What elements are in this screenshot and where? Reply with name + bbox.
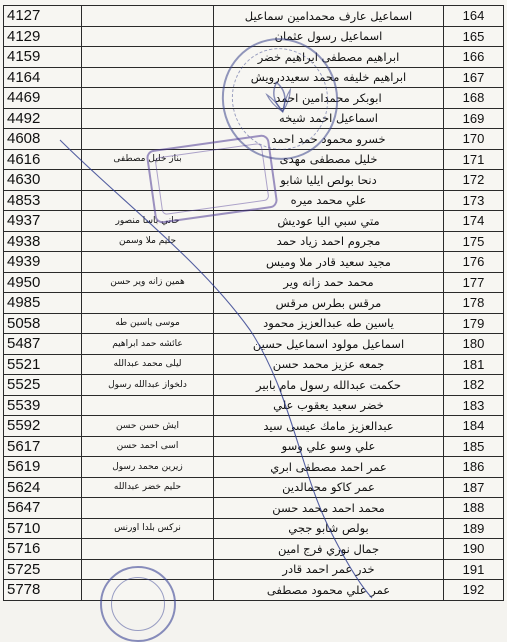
roster-body (4, 6, 504, 601)
table-row (4, 477, 504, 498)
beneficiary-note-cell: حاني باسا منصور (82, 211, 214, 232)
member-number-cell: 4492 (4, 108, 82, 129)
beneficiary-note-cell: عائشه حمد ابراهيم (82, 334, 214, 355)
beneficiary-note-cell (82, 252, 214, 273)
table-row (4, 580, 504, 601)
sequence-number-cell: 183 (444, 395, 504, 416)
sequence-number-cell: 187 (444, 477, 504, 498)
sequence-number-cell: 181 (444, 354, 504, 375)
table-row (4, 395, 504, 416)
sequence-number-cell: 164 (444, 6, 504, 27)
member-name-cell: علي محمد ميره (214, 190, 444, 211)
member-number-cell: 5710 (4, 518, 82, 539)
member-number-cell: 5716 (4, 539, 82, 560)
sequence-number-cell: 166 (444, 47, 504, 68)
beneficiary-note-cell (82, 539, 214, 560)
sequence-number-cell: 186 (444, 457, 504, 478)
sequence-number-cell: 178 (444, 293, 504, 314)
member-name-cell: متي سبي اليا عوديش (214, 211, 444, 232)
member-name-cell: علي وسو علي وسو (214, 436, 444, 457)
member-number-cell: 4937 (4, 211, 82, 232)
member-name-cell: جمال نوري فرج امين (214, 539, 444, 560)
member-name-cell: ابراهيم مصطفى ابراهيم خضر (214, 47, 444, 68)
member-name-cell: عمر علي محمود مصطفى (214, 580, 444, 601)
member-name-cell: دنحا بولص ايليا شابو (214, 170, 444, 191)
member-number-cell: 4129 (4, 26, 82, 47)
table-row (4, 559, 504, 580)
beneficiary-note-cell: ليلى محمد عبدالله (82, 354, 214, 375)
beneficiary-note-cell (82, 559, 214, 580)
beneficiary-note-cell (82, 498, 214, 519)
sequence-number-cell: 192 (444, 580, 504, 601)
sequence-number-cell: 185 (444, 436, 504, 457)
member-name-cell: اسماعيل مولود اسماعيل حسين (214, 334, 444, 355)
sequence-number-cell: 167 (444, 67, 504, 88)
table-row (4, 539, 504, 560)
member-name-cell: خضر سعيد يعقوب علي (214, 395, 444, 416)
member-name-cell: محمد حمد زانه وير (214, 272, 444, 293)
table-row (4, 375, 504, 396)
sequence-number-cell: 182 (444, 375, 504, 396)
table-row (4, 6, 504, 27)
member-number-cell: 5058 (4, 313, 82, 334)
sequence-number-cell: 170 (444, 129, 504, 150)
member-name-cell: خدر عمر احمد قادر (214, 559, 444, 580)
table-row (4, 416, 504, 437)
sequence-number-cell: 188 (444, 498, 504, 519)
member-number-cell: 5487 (4, 334, 82, 355)
member-name-cell: ابوبكر محمدامين احمد (214, 88, 444, 109)
table-row (4, 26, 504, 47)
table-row (4, 211, 504, 232)
beneficiary-note-cell (82, 88, 214, 109)
member-number-cell: 4159 (4, 47, 82, 68)
sequence-number-cell: 165 (444, 26, 504, 47)
beneficiary-note-cell (82, 67, 214, 88)
member-name-cell: حكمت عبدالله رسول مام بابير (214, 375, 444, 396)
member-name-cell: مجروم احمد زياد حمد (214, 231, 444, 252)
table-row (4, 231, 504, 252)
member-number-cell: 4630 (4, 170, 82, 191)
sequence-number-cell: 189 (444, 518, 504, 539)
member-name-cell: اسماعيل عارف محمدامين سماعيل (214, 6, 444, 27)
member-name-cell: عمر كاكو محمالدين (214, 477, 444, 498)
beneficiary-note-cell: بناز خليل مصطفى (82, 149, 214, 170)
beneficiary-note-cell: دلخواز عبدالله رسول (82, 375, 214, 396)
beneficiary-note-cell (82, 170, 214, 191)
member-number-cell: 5525 (4, 375, 82, 396)
member-name-cell: ابراهيم خليفه محمد سعيددرويش (214, 67, 444, 88)
beneficiary-note-cell: ايش حسن حسن (82, 416, 214, 437)
table-row (4, 252, 504, 273)
member-name-cell: مجيد سعيد قادر ملا وميس (214, 252, 444, 273)
table-row (4, 170, 504, 191)
sequence-number-cell: 191 (444, 559, 504, 580)
table-row (4, 272, 504, 293)
sequence-number-cell: 169 (444, 108, 504, 129)
sequence-number-cell: 173 (444, 190, 504, 211)
sequence-number-cell: 180 (444, 334, 504, 355)
member-name-cell: بولص شابو ججي (214, 518, 444, 539)
member-name-cell: عمر احمد مصطفى ابري (214, 457, 444, 478)
member-number-cell: 4939 (4, 252, 82, 273)
member-name-cell: مرقس بطرس مرقس (214, 293, 444, 314)
member-number-cell: 4985 (4, 293, 82, 314)
table-row (4, 457, 504, 478)
table-row (4, 149, 504, 170)
sequence-number-cell: 174 (444, 211, 504, 232)
member-number-cell: 5539 (4, 395, 82, 416)
member-number-cell: 4469 (4, 88, 82, 109)
member-number-cell: 5725 (4, 559, 82, 580)
roster-table (3, 5, 504, 601)
sequence-number-cell: 184 (444, 416, 504, 437)
table-row (4, 354, 504, 375)
table-row (4, 518, 504, 539)
beneficiary-note-cell (82, 26, 214, 47)
beneficiary-note-cell (82, 47, 214, 68)
beneficiary-note-cell: موسى ياسين طه (82, 313, 214, 334)
member-name-cell: اسماعيل رسول عثمان (214, 26, 444, 47)
member-number-cell: 5619 (4, 457, 82, 478)
sequence-number-cell: 190 (444, 539, 504, 560)
member-name-cell: جمعه عزيز محمد حسن (214, 354, 444, 375)
member-number-cell: 5624 (4, 477, 82, 498)
member-number-cell: 4608 (4, 129, 82, 150)
sequence-number-cell: 168 (444, 88, 504, 109)
beneficiary-note-cell: حليم ملا وسمن (82, 231, 214, 252)
table-row (4, 88, 504, 109)
table-row (4, 313, 504, 334)
member-number-cell: 4127 (4, 6, 82, 27)
member-number-cell: 4950 (4, 272, 82, 293)
table-row (4, 498, 504, 519)
member-name-cell: خسرو محمود حمد احمد (214, 129, 444, 150)
beneficiary-note-cell (82, 108, 214, 129)
beneficiary-note-cell (82, 580, 214, 601)
sequence-number-cell: 175 (444, 231, 504, 252)
beneficiary-note-cell: زيرين محمد رسول (82, 457, 214, 478)
member-number-cell: 4164 (4, 67, 82, 88)
member-number-cell: 4616 (4, 149, 82, 170)
sequence-number-cell: 176 (444, 252, 504, 273)
member-name-cell: اسماعيل احمد شيخه (214, 108, 444, 129)
table-row (4, 129, 504, 150)
member-number-cell: 5778 (4, 580, 82, 601)
table-row (4, 190, 504, 211)
table-row (4, 293, 504, 314)
member-number-cell: 4938 (4, 231, 82, 252)
table-row (4, 47, 504, 68)
member-name-cell: عبدالعزيز مامك عيسى سيد (214, 416, 444, 437)
sequence-number-cell: 179 (444, 313, 504, 334)
beneficiary-note-cell (82, 6, 214, 27)
beneficiary-note-cell (82, 293, 214, 314)
table-row (4, 436, 504, 457)
beneficiary-note-cell: اسى احمد حسن (82, 436, 214, 457)
beneficiary-note-cell (82, 395, 214, 416)
beneficiary-note-cell: نركس بلدا اورنس (82, 518, 214, 539)
member-name-cell: ياسين طه عبدالعزيز محمود (214, 313, 444, 334)
table-row (4, 67, 504, 88)
member-number-cell: 5617 (4, 436, 82, 457)
beneficiary-note-cell: حليم خضر عبدالله (82, 477, 214, 498)
member-number-cell: 5521 (4, 354, 82, 375)
member-number-cell: 5647 (4, 498, 82, 519)
member-name-cell: خليل مصطفى مهدى (214, 149, 444, 170)
member-number-cell: 4853 (4, 190, 82, 211)
table-row (4, 108, 504, 129)
member-number-cell: 5592 (4, 416, 82, 437)
sequence-number-cell: 172 (444, 170, 504, 191)
beneficiary-note-cell (82, 129, 214, 150)
table-row (4, 334, 504, 355)
beneficiary-note-cell (82, 190, 214, 211)
beneficiary-note-cell: همين زانه وير حسن (82, 272, 214, 293)
sequence-number-cell: 177 (444, 272, 504, 293)
sequence-number-cell: 171 (444, 149, 504, 170)
member-name-cell: محمد احمد محمد حسن (214, 498, 444, 519)
